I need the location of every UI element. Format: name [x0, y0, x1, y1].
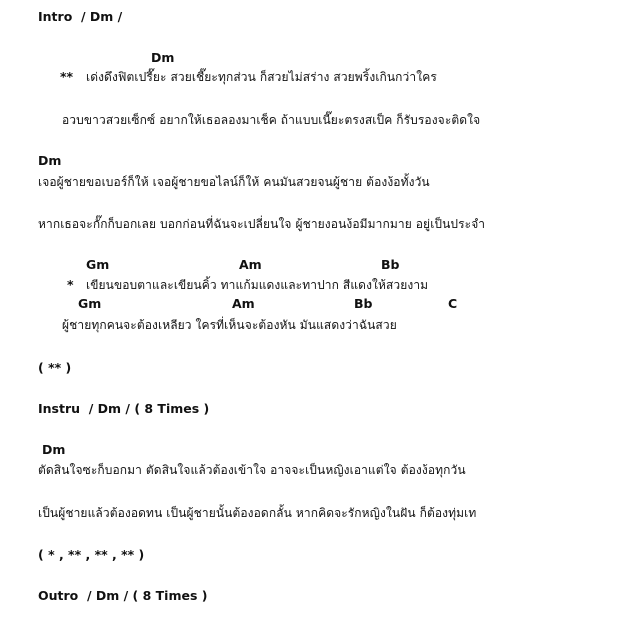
verse1-line1: เด่งดึงฟิตเปรี๊ยะ สวยเชี๊ยะทุกส่วน ก็สวยไม่สร่าง สวยพริ้งเกินกว่าใคร	[86, 70, 437, 84]
verse1-line2: อวบขาวสวยเซ็กซ์ อยากให้เธอลองมาเช็ค ถ้าแบบเนี๊ยะตรงสเป็ค ก็รับรองจะติดใจ	[62, 113, 481, 127]
chorus-chord: Gm	[78, 296, 102, 311]
verse1-marker: **	[60, 69, 74, 84]
intro-line: Intro / Dm /	[38, 9, 123, 24]
verse2-line1: เจอผู้ชายขอเบอร์ก็ให้ เจอผู้ชายขอไลน์ก็ให้ คนมันสวยจนผู้ชาย ต้องง้อทั้งวัน	[38, 175, 430, 189]
chorus-chord: Am	[239, 257, 262, 272]
outro-line: Outro / Dm / ( 8 Times )	[38, 588, 208, 603]
chorus-line1: เขียนขอบตาและเขียนคิ้ว ทาแก้มแดงและทาปาก สีแดงให้สวยงาม	[86, 278, 429, 292]
verse2-line2: หากเธอจะกั๊กก็บอกเลย บอกก่อนที่ฉันจะเปลี่ยนใจ ผู้ชายงอนง้อมีมากมาย อยู่เป็นประจำ	[38, 217, 486, 231]
verse2-chord: Dm	[38, 153, 62, 168]
instru-line: Instru / Dm / ( 8 Times )	[38, 401, 210, 416]
verse3-chord: Dm	[42, 442, 66, 457]
repeat-line: ( * , ** , ** , ** )	[38, 547, 145, 562]
chorus-marker: *	[67, 277, 74, 292]
repeat-line: ( ** )	[38, 360, 72, 375]
verse3-line1: ตัดสินใจซะก็บอกมา ตัดสินใจแล้วต้องเข้าใจ อาจจะเป็นหญิงเอาแต่ใจ ต้องง้อทุกวัน	[38, 463, 466, 477]
verse1-chord: Dm	[151, 50, 175, 65]
chorus-line2: ผู้ชายทุกคนจะต้องเหลียว ใครที่เห็นจะต้องหัน มันแสดงว่าฉันสวย	[62, 318, 397, 332]
chorus-chord: Am	[232, 296, 255, 311]
verse3-line2: เป็นผู้ชายแล้วต้องอดทน เป็นผู้ชายนั้นต้องอดกลั้น หากคิดจะรักหญิงในฝัน ก็ต้องทุ่มเท	[38, 506, 477, 520]
chorus-chord: Bb	[381, 257, 400, 272]
chorus-chord: Gm	[86, 257, 110, 272]
chorus-chord: C	[448, 296, 458, 311]
chorus-chord: Bb	[354, 296, 373, 311]
